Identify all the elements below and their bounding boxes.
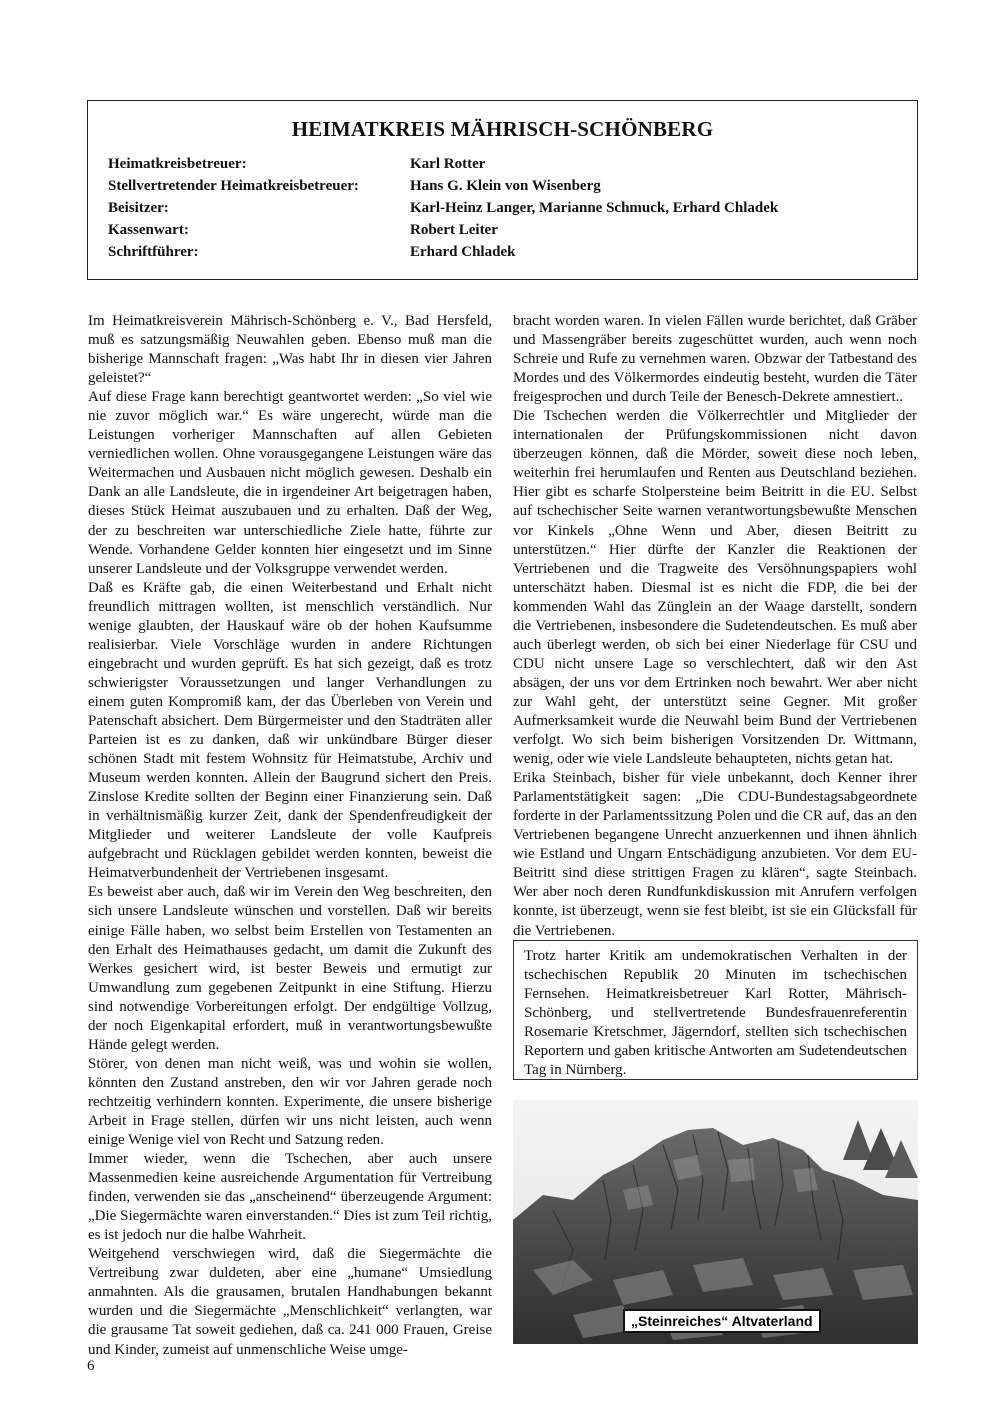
article-paragraph: Immer wieder, wenn die Tschechen, aber auch unsere Massenmedien keine ausreichende Argumentation für Vertreibung finden, verwenden sie das „anscheinend“ überzeugende Argument: „Die Siegermächte waren einverstanden.“ Dies ist zum Teil richtig, es ist jedoch nur die halbe Wahrheit. <box>88 1151 492 1244</box>
header-row-value: Hans G. Klein von Wisenberg <box>410 178 601 194</box>
article-paragraph: Die Tschechen werden die Völkerrechtler und Mitglieder der internationalen der Prüfungskommissionen nicht davon überzeugen können, daß die Mörder, soweit diese noch leben, weiterhin frei herumlaufen und Renten aus Deutschland beziehen. Hier gibt es scharfe Stolpersteine beim Beitritt in die EU. Selbst auf tschechischer Seite warnen verantwortungsbewußte Menschen vor Kinkels „Ohne Wenn und Aber, diesen Beitritt zu unterstützen.“ Hier dürfte der Kanzler die Reaktionen der Vertriebenen und die Tragweite des Versöhnungspapiers wohl unterschätzt haben. Diesmal ist es nicht die FDP, die bei der kommenden Wahl das Zünglein an der Waage darstellt, sondern die Vertriebenen, insbesondere die Sudetendeutschen. Es muß aber auch überlegt werden, ob sich bei einer Niederlage für CSU und CDU nicht unsere Lage so verschlechtert, daß wir den Ast absägen, der uns vor dem Ertrinken noch bewahrt. Wer aber nicht zur Wahl geht, der unterstützt seine Gegner. Mit großer Aufmerksamkeit wurde die Neuwahl beim Bund der Vertriebenen verfolgt. Wo sich beim bisherigen Vorsitzenden Dr. Wittmann, wenig, oder wie viele Landsleute behaupteten, nichts getan hat. <box>513 408 917 768</box>
header-row-label: Schriftführer: <box>108 244 199 260</box>
article-paragraph: bracht worden waren. In vielen Fällen wurde berichtet, daß Gräber und Massengräber bereits zugeschüttet wurden, auch wenn noch Schreie und Rufe zu vernehmen waren. Obzwar der Tatbestand des Mordes und des Völkermordes eindeutig besteht, wurden die Täter freigesprochen und durch Teile der Benesch-Dekrete amnestiert.. <box>513 313 917 406</box>
header-box <box>87 100 918 280</box>
photo-caption: „Steinreiches“ Altvaterland <box>623 1309 821 1333</box>
article-paragraph: Daß es Kräfte gab, die einen Weiterbestand und Erhalt nicht freundlich mittragen wollten, ist menschlich verständlich. Nur wenige glaubten, der Hauskauf wäre ob der hohen Kaufsumme realisierbar. Viele Vorschläge wurden in andere Richtungen eingebracht und wurden geprüft. Es hat sich gezeigt, daß es trotz schwierigster Voraussetzungen und langer Verhandlungen zu einem guten Kompromiß kam, der das Überleben von Verein und Patenschaft absichert. Dem Bürgermeister und den Stadträten aller Parteien ist es zu danken, daß wir unkündbare Bürger dieser schönen Stadt mit festem Wohnsitz für Heimatstube, Archiv und Museum werden konnten. Allein der Baugrund sichert den Preis. Zinslose Kredite sollten der Beginn einer Finanzierung sein. Daß in verhältnismäßig kurzer Zeit, dank der Spendenfreudigkeit der Mitglieder und weiterer Landsleute der volle Kaufpreis aufgebracht und Rücklagen gebildet werden konnten, beweist die Heimatverbundenheit der Vertriebenen insgesamt. <box>88 579 492 882</box>
article-paragraph: Es beweist aber auch, daß wir im Verein den Weg beschreiten, den sich unsere Landsleute wünschen und vorstellen. Daß wir bereits einige Fälle haben, wo selbst beim Erstellen von Testamenten an den Erhalt des Heimathauses gedacht, um damit die Zukunft des Werkes gesichert wird, ist bester Beweis und ermutigt zur Umwandlung zum gegebenen Zeitpunkt in eine Stiftung. Hierzu sind notwendige Vorbereitungen erfolgt. Der endgültige Vollzug, der noch Eigenkapital erfordert, muß in verantwortungsbewußte Hände gelegt werden. <box>88 884 492 1053</box>
page-number: 6 <box>87 1358 95 1374</box>
header-row-label: Kassenwart: <box>108 222 189 238</box>
header-row-label: Heimatkreisbetreuer: <box>108 156 247 172</box>
article-paragraph: Im Heimatkreisverein Mährisch-Schönberg e. V., Bad Hersfeld, muß es satzungsmäßig Neuwahlen geben. Ebenso muß man die bisherige Mannschaft fragen: „Was habt Ihr in diesen vier Jahren geleistet?“ <box>88 313 492 387</box>
header-row-label: Beisitzer: <box>108 200 169 216</box>
header-row-value: Robert Leiter <box>410 222 498 238</box>
header-row-label: Stellvertretender Heimatkreisbetreuer: <box>108 178 359 194</box>
caption-box: Trotz harter Kritik am undemokratischen Verhalten in der tschechischen Republik 20 Minuten im tschechischen Fernsehen. Heimatkreisbetreuer Karl Rotter, Mährisch-Schönberg, und stellvertretende Bundesfrauenreferentin Rosemarie Kretschmer, Jägerndorf, stellten sich tschechischen Reportern und gaben kritische Antworten am Sudetendeutschen Tag in Nürnberg. <box>513 940 918 1080</box>
header-title: HEIMATKREIS MÄHRISCH-SCHÖNBERG <box>291 117 714 141</box>
rock-photo-image <box>513 1100 918 1344</box>
header-row-value: Karl-Heinz Langer, Marianne Schmuck, Erhard Chladek <box>410 200 779 216</box>
article-paragraph: Erika Steinbach, bisher für viele unbekannt, doch Kenner ihrer Parlamentstätigkeit sagen: „Die CDU-Bundestagsabgeordnete forderte in der Parlamentssitzung Polen und die CR auf, das an den Vertriebenen begangene Unrecht anzuerkennen und ihnen ähnlich wie Estland und Ungarn Entschädigung anzubieten. Vor dem EU-Beitritt sind diese strittigen Fragen zu klären“, sagte Steinbach. Wer aber noch deren Rundfunkdiskussion mit Anrufern verfolgen konnte, ist überzeugt, wenn sie fest bleibt, ist sie ein Glücksfall für die Vertriebenen. <box>513 770 917 939</box>
article-column-right <box>513 312 917 941</box>
header-row-value: Erhard Chladek <box>410 244 516 260</box>
article-paragraph: Auf diese Frage kann berechtigt geantwortet werden: „So viel wie nie zuvor möglich war.“ Es wäre ungerecht, würde man die Leistungen vorheriger Mannschaften auf allen Gebieten verniedlichen wollen. Ohne vorausgegangene Leistungen wäre das Weitermachen und Ausbauen nicht möglich gewesen. Deshalb ein Dank an alle Landsleute, die in irgendeiner Art beigetragen haben, dieses Stück Heimat auszubauen und zu erhalten. Daß der Weg, der zu beschreiten war unterschiedliche Ziele hatte, führte zur Wende. Vorhandene Gelder konnten hier eingesetzt und im Sinne unserer Landsleute und der Volksgruppe verwendet werden. <box>88 389 492 577</box>
article-paragraph: Weitgehend verschwiegen wird, daß die Siegermächte die Vertreibung zwar duldeten, aber eine „humane“ Umsiedlung anmahnten. Als die grausamen, brutalen Handhabungen bekannt wurden und die Siegermächte „Menschlichkeit“ verlangten, war die grausame Tat soweit gediehen, daß ca. 241 000 Frauen, Greise und Kinder, zumeist auf unmenschliche Weise umge- <box>88 1246 492 1358</box>
rock-photo <box>513 1100 918 1344</box>
article-paragraph: Störer, von denen man nicht weiß, was und wohin sie wollen, könnten den Zustand anstreben, den wir vor Jahren gerade noch rechtzeitig verhindern konnten. Experimente, die unsere bisherige Arbeit in Frage stellen, dürfen wir uns nicht leisten, auch wenn einige Wenige viel von Recht und Satzung reden. <box>88 1055 492 1149</box>
article-column-left <box>88 312 492 1360</box>
header-row-value: Karl Rotter <box>410 156 486 172</box>
